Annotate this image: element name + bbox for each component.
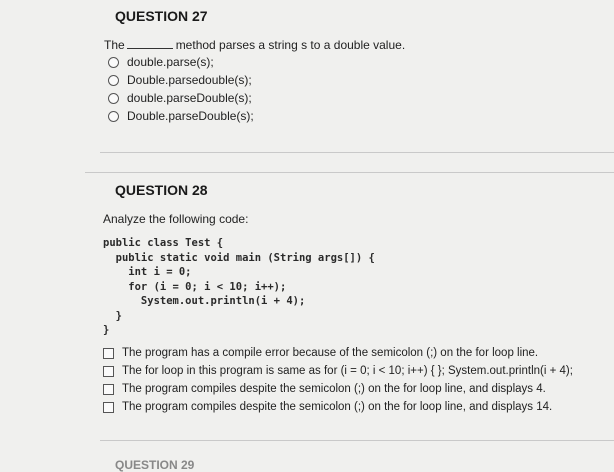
divider [100,440,614,441]
checkbox-icon[interactable] [103,402,114,413]
code-block [103,236,375,338]
option-label[interactable]: Double.parseDouble(s); [127,109,254,123]
question-27-prompt [104,38,405,52]
code-line: public static void main (String args[]) { [103,251,375,264]
option-label[interactable]: The for loop in this program is same as for (i = 0; i < 10; i++) { }; System.out.println(i + 4); [122,365,573,377]
question-29-title: QUESTION 29 [115,458,195,472]
q27-option-2[interactable] [108,73,252,87]
divider [100,152,614,153]
radio-button-icon[interactable] [108,75,119,86]
prompt-after: method parses a string s to a double value. [175,38,406,52]
fill-in-blank [127,38,173,49]
code-line: int i = 0; [103,266,192,278]
option-label[interactable]: double.parse(s); [127,55,214,69]
question-27-title: QUESTION 27 [115,8,208,24]
code-line: for (i = 0; i < 10; i++); [103,280,287,293]
option-label[interactable]: double.parseDouble(s); [127,91,252,105]
checkbox-icon[interactable] [103,366,114,377]
prompt-before: The [104,38,125,52]
q27-option-1[interactable] [108,55,214,69]
q27-option-4[interactable] [108,109,254,123]
radio-button-icon[interactable] [108,93,119,104]
code-line: public class Test { [103,237,224,249]
option-label[interactable]: Double.parsedouble(s); [127,73,252,87]
option-label[interactable]: The program has a compile error because of the semicolon (;) on the for loop line. [122,347,539,359]
q28-option-4[interactable] [103,401,552,413]
question-28-instruction: Analyze the following code: [103,212,249,226]
checkbox-icon[interactable] [103,384,114,395]
option-label[interactable]: The program compiles despite the semicolon (;) on the for loop line, and displays 4. [122,383,546,395]
radio-button-icon[interactable] [108,111,119,122]
code-line: } [103,309,122,322]
divider [85,172,614,173]
checkbox-icon[interactable] [103,348,114,359]
q28-option-2[interactable] [103,365,573,377]
question-28-title: QUESTION 28 [115,182,208,198]
q27-option-3[interactable] [108,91,252,105]
q28-option-3[interactable] [103,383,546,395]
radio-button-icon[interactable] [108,57,119,68]
code-line: System.out.println(i + 4); [103,295,306,307]
q28-option-1[interactable] [103,347,538,359]
option-label[interactable]: The program compiles despite the semicolon (;) on the for loop line, and displays 14. [122,401,553,413]
code-line: } [103,324,110,336]
